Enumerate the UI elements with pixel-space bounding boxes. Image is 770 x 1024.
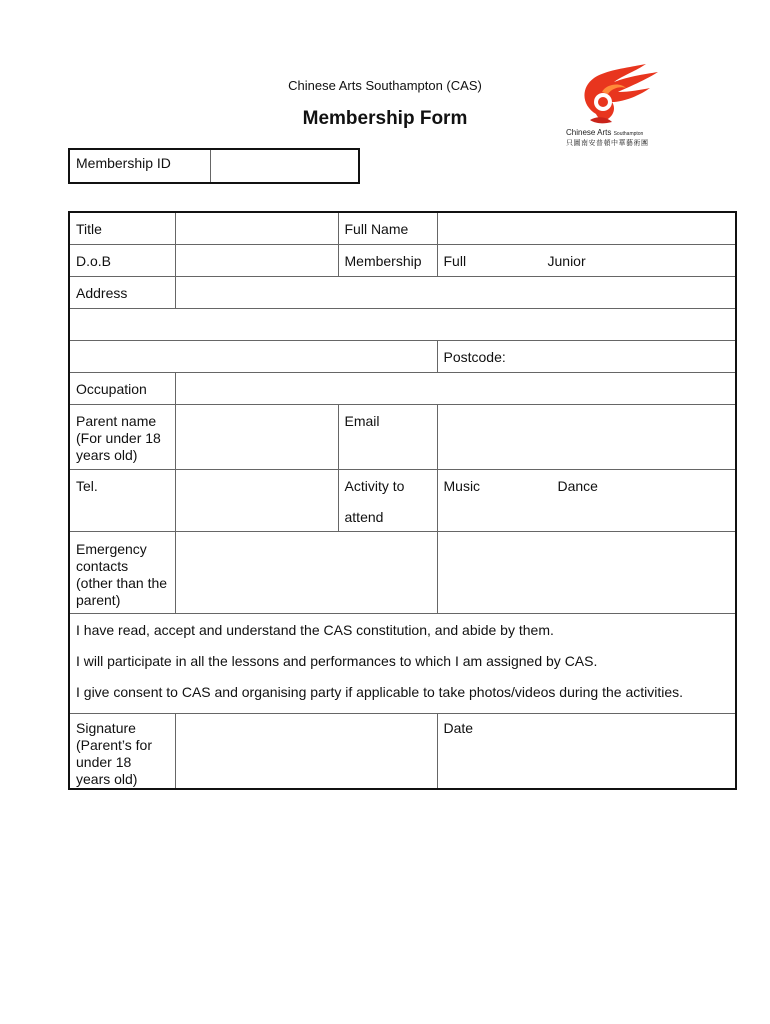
title-label: Title [69,212,175,244]
postcode-label: Postcode: [443,348,506,365]
activity-options [437,469,736,531]
activity-label-line-2: attend [344,508,384,525]
address-label: Address [69,276,175,308]
emergency-contact-field-2[interactable] [437,531,736,613]
email-label: Email [338,404,437,469]
full-name-label: Full Name [338,212,437,244]
row-dob-membership [69,244,736,276]
activity-option-music[interactable]: Music [443,477,481,494]
row-address-1 [69,276,736,308]
activity-option-dance[interactable]: Dance [557,477,598,494]
signature-label: Signature (Parent’s for under 18 years old) [69,713,175,789]
activity-label-line-1: Activity to [344,477,405,494]
address-field-line-1[interactable] [175,276,736,308]
cas-logo [566,62,676,146]
row-signature-date [69,713,736,789]
membership-option-junior[interactable]: Junior [547,252,586,269]
title-field[interactable] [175,212,338,244]
date-label: Date [443,719,474,736]
row-address-2 [69,308,736,340]
membership-id-field[interactable] [210,149,359,183]
organisation-name: Chinese Arts Southampton (CAS) [288,78,482,93]
occupation-field[interactable] [175,372,736,404]
date-field[interactable] [437,713,736,789]
parent-name-label: Parent name (For under 18 years old) [69,404,175,469]
emergency-contact-field-1[interactable] [175,531,437,613]
row-title-fullname [69,212,736,244]
membership-form-table [68,211,737,790]
email-field[interactable] [437,404,736,469]
membership-options [437,244,736,276]
activity-label [338,469,437,531]
row-emergency [69,531,736,613]
parent-name-field[interactable] [175,404,338,469]
row-occupation [69,372,736,404]
full-name-field[interactable] [437,212,736,244]
membership-label: Membership [338,244,437,276]
occupation-label: Occupation [69,372,175,404]
logo-text-english: Chinese Arts Southampton [566,128,644,137]
phoenix-logo-icon [576,62,660,128]
address-field-line-2[interactable] [69,308,736,340]
dob-field[interactable] [175,244,338,276]
dob-label: D.o.B [69,244,175,276]
membership-id-table [68,148,360,184]
membership-id-label: Membership ID [69,149,210,183]
postcode-field[interactable] [437,340,736,372]
row-declarations [69,613,736,713]
tel-field[interactable] [175,469,338,531]
membership-option-full[interactable]: Full [443,252,467,269]
declaration-participation: I will participate in all the lessons and performances to which I am assigned by CAS. [76,652,598,669]
form-title: Membership Form [302,108,468,129]
row-tel-activity [69,469,736,531]
row-address-postcode [69,340,736,372]
declaration-photo-consent: I give consent to CAS and organising party if applicable to take photos/videos during the activities. [76,683,684,700]
tel-label: Tel. [69,469,175,531]
declarations [69,613,736,713]
address-field-line-3[interactable] [69,340,437,372]
emergency-label: Emergency contacts (other than the parent) [69,531,175,613]
signature-field[interactable] [175,713,437,789]
row-parent-email [69,404,736,469]
declaration-constitution: I have read, accept and understand the CAS constitution, and abide by them. [76,621,554,638]
logo-text-chinese: 只圖南安普頓中華藝術團 [566,140,649,147]
